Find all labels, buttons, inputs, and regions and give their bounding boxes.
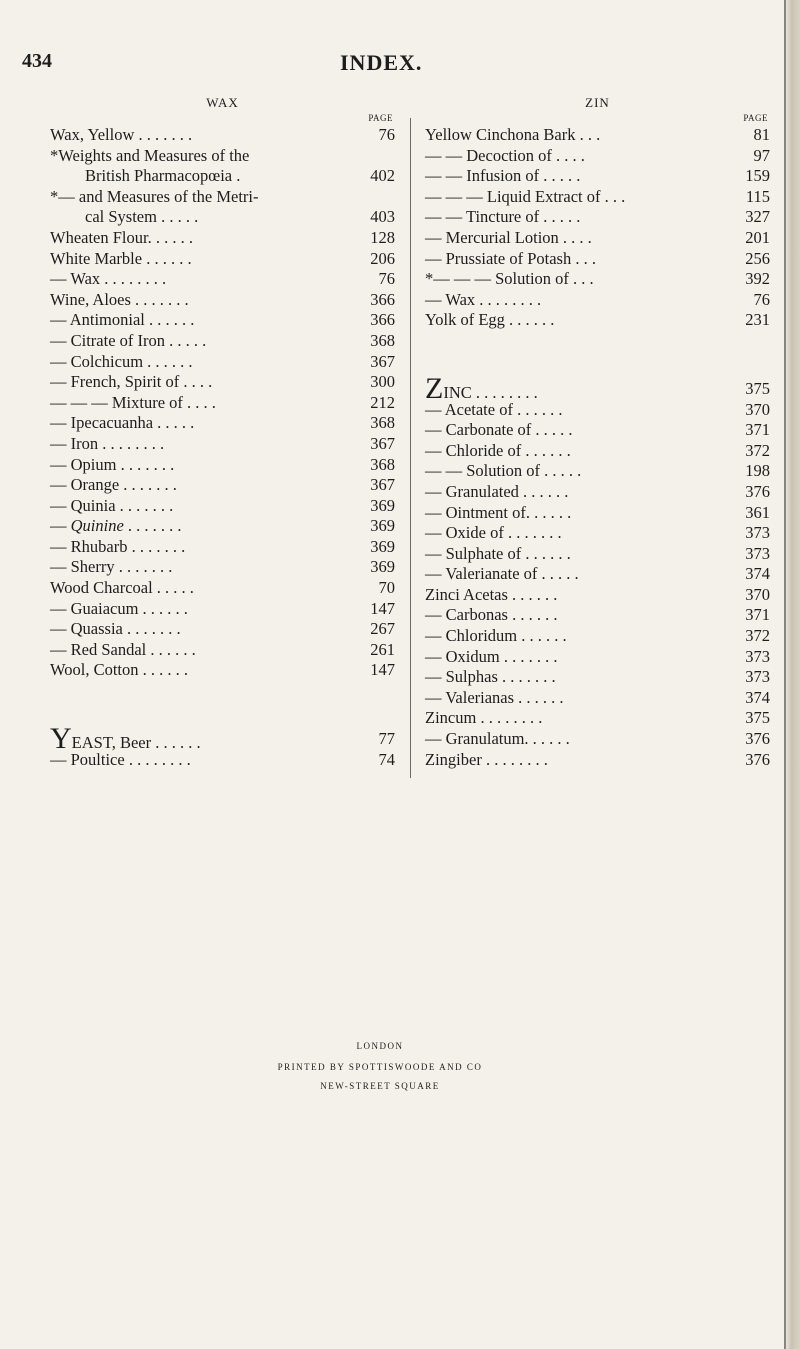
- entry-page: 201: [745, 227, 770, 247]
- entry-page: 368: [370, 413, 395, 433]
- entry-term: White Marble . . . . . .: [50, 248, 192, 268]
- index-entry: [50, 640, 395, 661]
- entry-term: Zingiber . . . . . . . .: [425, 749, 548, 769]
- index-entry: [50, 496, 395, 517]
- entry-page: 376: [745, 729, 770, 749]
- entry-term: — Valerianas . . . . . .: [425, 687, 564, 707]
- entry-term: — Acetate of . . . . . .: [425, 399, 563, 419]
- index-entry: [425, 564, 770, 585]
- entry-page: 76: [378, 125, 395, 144]
- entry-term: — Poultice . . . . . . . .: [50, 749, 191, 769]
- initial-capital: Z: [425, 371, 444, 405]
- index-entry: [425, 708, 770, 729]
- entry-term: ZINC . . . . . . . .: [425, 371, 538, 405]
- entry-term: — Granulatum. . . . . .: [425, 729, 570, 749]
- index-entry: [425, 647, 770, 668]
- entry-page: 373: [745, 667, 770, 687]
- right-entries: [425, 125, 770, 331]
- index-entry: [50, 455, 395, 476]
- entry-page: 369: [370, 516, 395, 536]
- page-edge-line: [784, 0, 786, 1349]
- entry-term: — Sulphate of . . . . . .: [425, 543, 571, 563]
- entry-term: — — Decoction of . . . .: [425, 145, 585, 165]
- entry-page: 81: [753, 125, 770, 144]
- index-entry: [425, 750, 770, 771]
- entry-page: 372: [745, 440, 770, 460]
- index-entry: [50, 228, 395, 249]
- index-entry: [50, 434, 395, 455]
- entry-page: 369: [370, 536, 395, 556]
- entry-term: — Colchicum . . . . . .: [50, 351, 193, 371]
- section-gap: [425, 331, 770, 379]
- footer-printer: PRINTED BY SPOTTISWOODE AND CO: [277, 1062, 483, 1072]
- index-entry: [425, 667, 770, 688]
- entry-page: 147: [370, 598, 395, 618]
- entry-term: Yellow Cinchona Bark . . .: [425, 125, 601, 144]
- index-entry: [50, 413, 395, 434]
- entry-page: 300: [370, 372, 395, 392]
- right-entries-z: [425, 371, 770, 770]
- entry-page: 375: [745, 708, 770, 728]
- entry-term: *— — — Solution of . . .: [425, 269, 594, 289]
- entry-term: *— and Measures of the Metri-: [50, 186, 259, 206]
- entry-term: Wheaten Flour. . . . . .: [50, 227, 193, 247]
- entry-page: 375: [745, 378, 770, 398]
- entry-page: 374: [745, 687, 770, 707]
- entry-term: — Mercurial Lotion . . . .: [425, 227, 592, 247]
- left-column: [50, 95, 395, 770]
- index-entry: [50, 249, 395, 270]
- page-number: 434: [22, 50, 52, 72]
- entry-page: 367: [370, 351, 395, 371]
- entry-page: 368: [370, 330, 395, 350]
- index-entry: [425, 269, 770, 290]
- entry-page: 374: [745, 564, 770, 584]
- entry-page: 77: [378, 729, 395, 749]
- entry-page: 76: [378, 269, 395, 289]
- entry-page: 373: [745, 646, 770, 666]
- entry-term: — Rhubarb . . . . . . .: [50, 536, 186, 556]
- entry-term: — Red Sandal . . . . . .: [50, 639, 196, 659]
- right-column-heading: ZIN: [585, 95, 610, 110]
- index-entry: [50, 557, 395, 578]
- entry-term: British Pharmacopœia .: [85, 166, 241, 186]
- index-entry: [50, 599, 395, 620]
- entry-term: — Oxide of . . . . . . .: [425, 523, 562, 543]
- entry-page: 366: [370, 289, 395, 309]
- entry-term: — Quinine . . . . . . .: [50, 516, 182, 536]
- entry-page: 366: [370, 310, 395, 330]
- entry-page: 198: [745, 461, 770, 481]
- index-entry: [425, 461, 770, 482]
- index-entry: [50, 660, 395, 681]
- index-entry: [425, 166, 770, 187]
- index-entry: [425, 482, 770, 503]
- entry-page: 376: [745, 749, 770, 769]
- page-title: INDEX.: [340, 50, 423, 75]
- entry-page: 327: [745, 207, 770, 227]
- entry-page: 74: [378, 749, 395, 769]
- index-entry: [50, 372, 395, 393]
- index-entry: [425, 441, 770, 462]
- index-entry: [50, 290, 395, 311]
- entry-term: — Valerianate of . . . . .: [425, 564, 579, 584]
- entry-page: 212: [370, 392, 395, 412]
- entry-term: — Granulated . . . . . .: [425, 481, 569, 501]
- index-entry: [425, 249, 770, 270]
- index-entry: [425, 400, 770, 421]
- entry-page: 76: [753, 289, 770, 309]
- index-entry: [50, 166, 395, 187]
- index-entry: [425, 605, 770, 626]
- left-entries: [50, 125, 395, 681]
- entry-term: Wine, Aloes . . . . . . .: [50, 289, 189, 309]
- entry-term: — Sulphas . . . . . . .: [425, 667, 556, 687]
- index-entry: [425, 585, 770, 606]
- entry-page: 367: [370, 433, 395, 453]
- index-entry: [50, 619, 395, 640]
- index-entry: [50, 578, 395, 599]
- entry-term: — — Infusion of . . . . .: [425, 166, 581, 186]
- index-entry: [50, 331, 395, 352]
- right-column: [425, 95, 770, 770]
- index-entry: [50, 537, 395, 558]
- entry-term: — Guaiacum . . . . . .: [50, 598, 188, 618]
- column-divider: [410, 118, 411, 778]
- entry-term: YEAST, Beer . . . . . .: [50, 722, 201, 756]
- entry-term: — Citrate of Iron . . . . .: [50, 330, 207, 350]
- left-column-heading: WAX: [206, 95, 239, 110]
- entry-page: 369: [370, 557, 395, 577]
- entry-term: — — Tincture of . . . . .: [425, 207, 581, 227]
- index-entry: [425, 503, 770, 524]
- entry-page: 97: [753, 145, 770, 165]
- entry-page: 370: [745, 584, 770, 604]
- entry-page: 372: [745, 626, 770, 646]
- entry-term: — Sherry . . . . . . .: [50, 557, 173, 577]
- index-entry: [425, 146, 770, 167]
- entry-page: 115: [745, 186, 770, 206]
- entry-term: — French, Spirit of . . . .: [50, 372, 213, 392]
- entry-page: 368: [370, 454, 395, 474]
- index-entry: [50, 750, 395, 771]
- entry-page: 231: [745, 310, 770, 330]
- index-entry: [50, 516, 395, 537]
- index-entry: [425, 544, 770, 565]
- entry-page: 402: [370, 166, 395, 186]
- entry-page: 373: [745, 543, 770, 563]
- entry-page: 370: [745, 399, 770, 419]
- entry-page: 267: [370, 619, 395, 639]
- entry-page: 261: [370, 639, 395, 659]
- index-entry: [50, 125, 395, 146]
- initial-capital: Y: [50, 722, 72, 756]
- index-entry: [50, 475, 395, 496]
- entry-term: Wood Charcoal . . . . .: [50, 578, 194, 598]
- entry-term: — Iron . . . . . . . .: [50, 433, 165, 453]
- index-entry: [425, 207, 770, 228]
- index-entry: [50, 146, 395, 167]
- entry-term: Yolk of Egg . . . . . .: [425, 310, 555, 330]
- index-entry: [425, 523, 770, 544]
- index-entry: [425, 310, 770, 331]
- entry-term: — Quassia . . . . . . .: [50, 619, 181, 639]
- entry-term: — Oxidum . . . . . . .: [425, 646, 558, 666]
- entry-page: 159: [745, 166, 770, 186]
- entry-term: — Opium . . . . . . .: [50, 454, 175, 474]
- right-page-label: PAGE: [743, 113, 768, 123]
- entry-page: 361: [745, 502, 770, 522]
- entry-term: — Chloridum . . . . . .: [425, 626, 567, 646]
- index-entry: [425, 290, 770, 311]
- entry-term: Zincum . . . . . . . .: [425, 708, 543, 728]
- entry-term: Zinci Acetas . . . . . .: [425, 584, 558, 604]
- entry-page: 373: [745, 523, 770, 543]
- entry-term: — Orange . . . . . . .: [50, 475, 177, 495]
- entry-term: — Carbonate of . . . . .: [425, 420, 573, 440]
- entry-term: — — — Mixture of . . . .: [50, 392, 216, 412]
- entry-page: 371: [745, 420, 770, 440]
- entry-term: — Antimonial . . . . . .: [50, 310, 195, 330]
- entry-page: 371: [745, 605, 770, 625]
- entry-page: 147: [370, 660, 395, 680]
- entry-term: cal System . . . . .: [85, 207, 199, 227]
- index-entry: [50, 207, 395, 228]
- entry-term: *Weights and Measures of the: [50, 145, 250, 165]
- index-entry: [50, 722, 395, 756]
- entry-term: — Wax . . . . . . . .: [425, 289, 542, 309]
- entry-term: — — — Liquid Extract of . . .: [425, 186, 626, 206]
- index-entry: [425, 228, 770, 249]
- entry-page: 369: [370, 495, 395, 515]
- entry-page: 256: [745, 248, 770, 268]
- footer-city: LONDON: [356, 1041, 404, 1051]
- entry-term: — Chloride of . . . . . .: [425, 440, 571, 460]
- index-entry: [425, 420, 770, 441]
- index-entry: [425, 626, 770, 647]
- entry-term: — Carbonas . . . . . .: [425, 605, 558, 625]
- left-entries-y: [50, 722, 395, 770]
- index-entry: [425, 729, 770, 750]
- entry-term: — Ointment of. . . . . .: [425, 502, 572, 522]
- index-entry: [50, 269, 395, 290]
- entry-page: 367: [370, 475, 395, 495]
- entry-term: — Prussiate of Potash . . .: [425, 248, 596, 268]
- index-entry: [425, 187, 770, 208]
- section-gap: [50, 681, 395, 729]
- entry-term: Wax, Yellow . . . . . . .: [50, 125, 193, 144]
- index-entry: [50, 352, 395, 373]
- index-entry: [50, 310, 395, 331]
- page-edge: [786, 0, 800, 1349]
- entry-term: — Ipecacuanha . . . . .: [50, 413, 195, 433]
- index-entry: [50, 187, 395, 208]
- entry-page: 376: [745, 481, 770, 501]
- footer-address: NEW-STREET SQUARE: [320, 1081, 440, 1091]
- entry-term: — — Solution of . . . . .: [425, 461, 582, 481]
- entry-page: 392: [745, 269, 770, 289]
- index-entry: [425, 125, 770, 146]
- entry-page: 70: [378, 578, 395, 598]
- left-page-label: PAGE: [368, 113, 393, 123]
- index-entry: [425, 371, 770, 405]
- entry-page: 128: [370, 227, 395, 247]
- entry-page: 206: [370, 248, 395, 268]
- entry-term: Wool, Cotton . . . . . .: [50, 660, 189, 680]
- index-entry: [425, 688, 770, 709]
- index-entry: [50, 393, 395, 414]
- entry-term: — Wax . . . . . . . .: [50, 269, 167, 289]
- entry-page: 403: [370, 207, 395, 227]
- entry-term: — Quinia . . . . . . .: [50, 495, 174, 515]
